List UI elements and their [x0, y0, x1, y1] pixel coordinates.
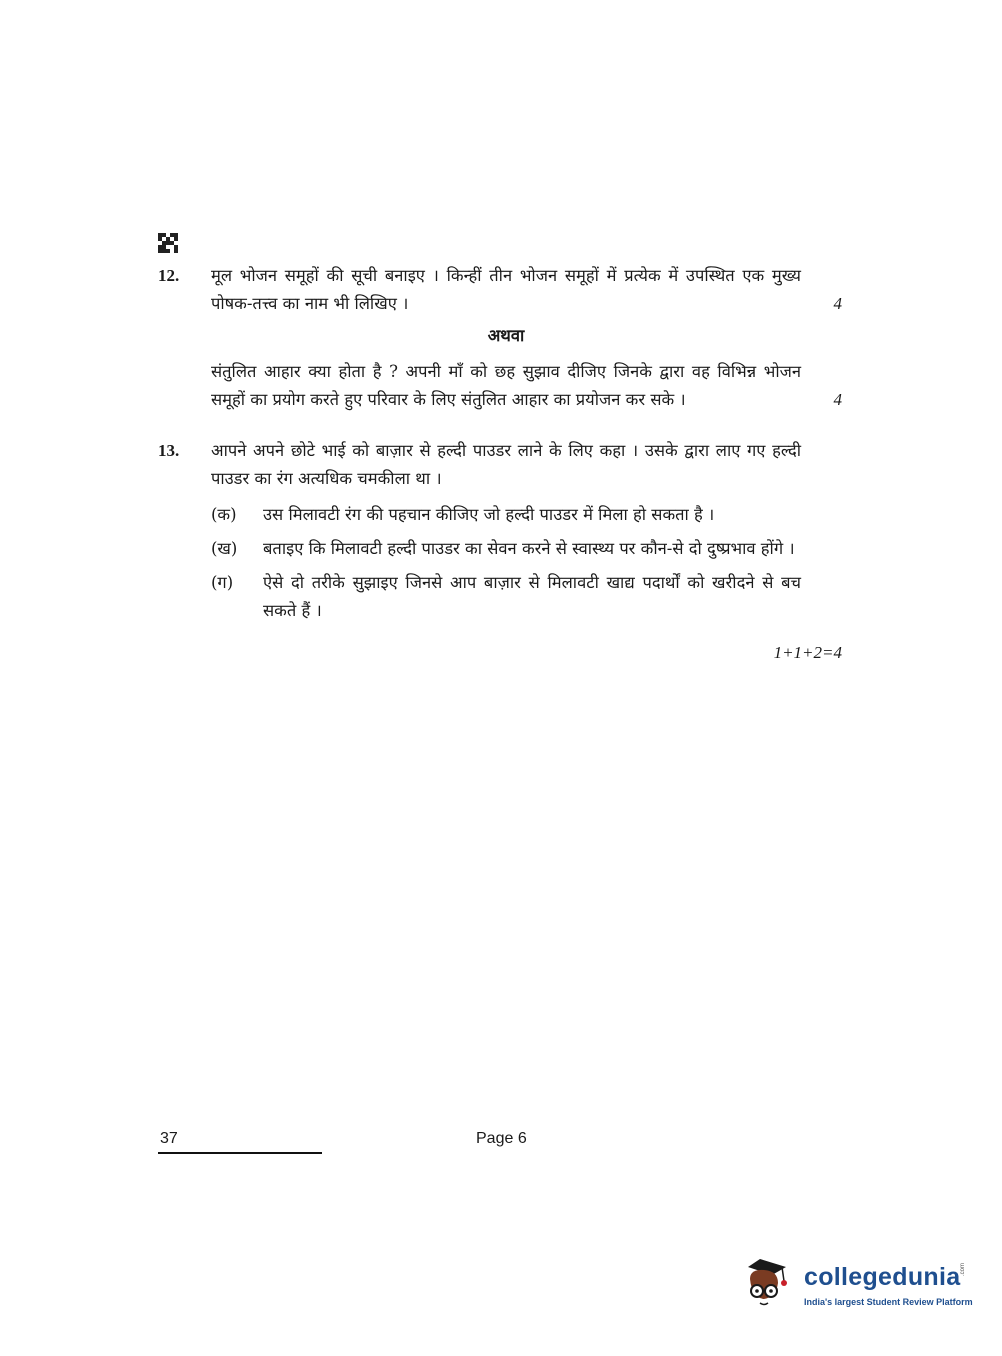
question-marks: 1+1+2=4 — [773, 643, 842, 662]
question-text: आपने अपने छोटे भाई को बाज़ार से हल्दी पाउडर लाने के लिए कहा । उसके द्वारा लाए गए हल्दी पाउडर का रंग अत्यधिक चमकीला था । — [211, 441, 801, 488]
alternative-question-text: संतुलित आहार क्या होता है ? अपनी माँ को छह सुझाव दीजिए जिनके द्वारा वह विभिन्न भोजन समूहों का प्रयोग करते हुए परिवार के लिए संतुलित आहार का प्रयोजन कर सके । — [211, 362, 801, 409]
question-marks: 4 — [833, 294, 842, 313]
question-number: 13. — [158, 441, 180, 460]
sub-question-b — [211, 535, 801, 563]
collegedunia-watermark — [742, 1253, 972, 1313]
alternative-question-marks: 4 — [833, 390, 842, 409]
qr-code-icon — [158, 233, 178, 253]
question-12 — [158, 262, 842, 414]
brand-tagline: India's largest Student Review Platform — [804, 1297, 973, 1307]
footer-underline — [158, 1152, 322, 1154]
sub-question-text: उस मिलावटी रंग की पहचान कीजिए जो हल्दी पाउडर में मिला हो सकता है । — [263, 505, 715, 524]
sub-question-a — [211, 501, 801, 529]
sub-question-label: (ख) — [211, 539, 238, 558]
page-number: Page 6 — [476, 1130, 527, 1147]
brand-name: collegedunia — [804, 1263, 961, 1291]
sub-question-label: (ग) — [211, 573, 234, 592]
sub-question-c — [211, 569, 801, 625]
question-13 — [158, 437, 842, 662]
brand-suffix: .com — [960, 1262, 966, 1276]
question-text: मूल भोजन समूहों की सूची बनाइए । किन्हीं तीन भोजन समूहों में प्रत्येक में उपस्थित एक मुख्य पोषक-तत्त्व का नाम भी लिखिए । — [211, 266, 801, 313]
sub-question-text: ऐसे दो तरीके सुझाइए जिनसे आप बाज़ार से मिलावटी खाद्य पदार्थों को खरीदने से बच सकते हैं । — [263, 573, 801, 620]
mascot-logo-icon — [742, 1253, 802, 1313]
sub-question-text: बताइए कि मिलावटी हल्दी पाउडर का सेवन करने से स्वास्थ्य पर कौन-से दो दुष्प्रभाव होंगे । — [263, 539, 795, 558]
question-number: 12. — [158, 266, 180, 285]
paper-code: 37 — [160, 1130, 178, 1147]
sub-question-label: (क) — [211, 505, 237, 524]
or-label: अथवा — [487, 326, 525, 345]
